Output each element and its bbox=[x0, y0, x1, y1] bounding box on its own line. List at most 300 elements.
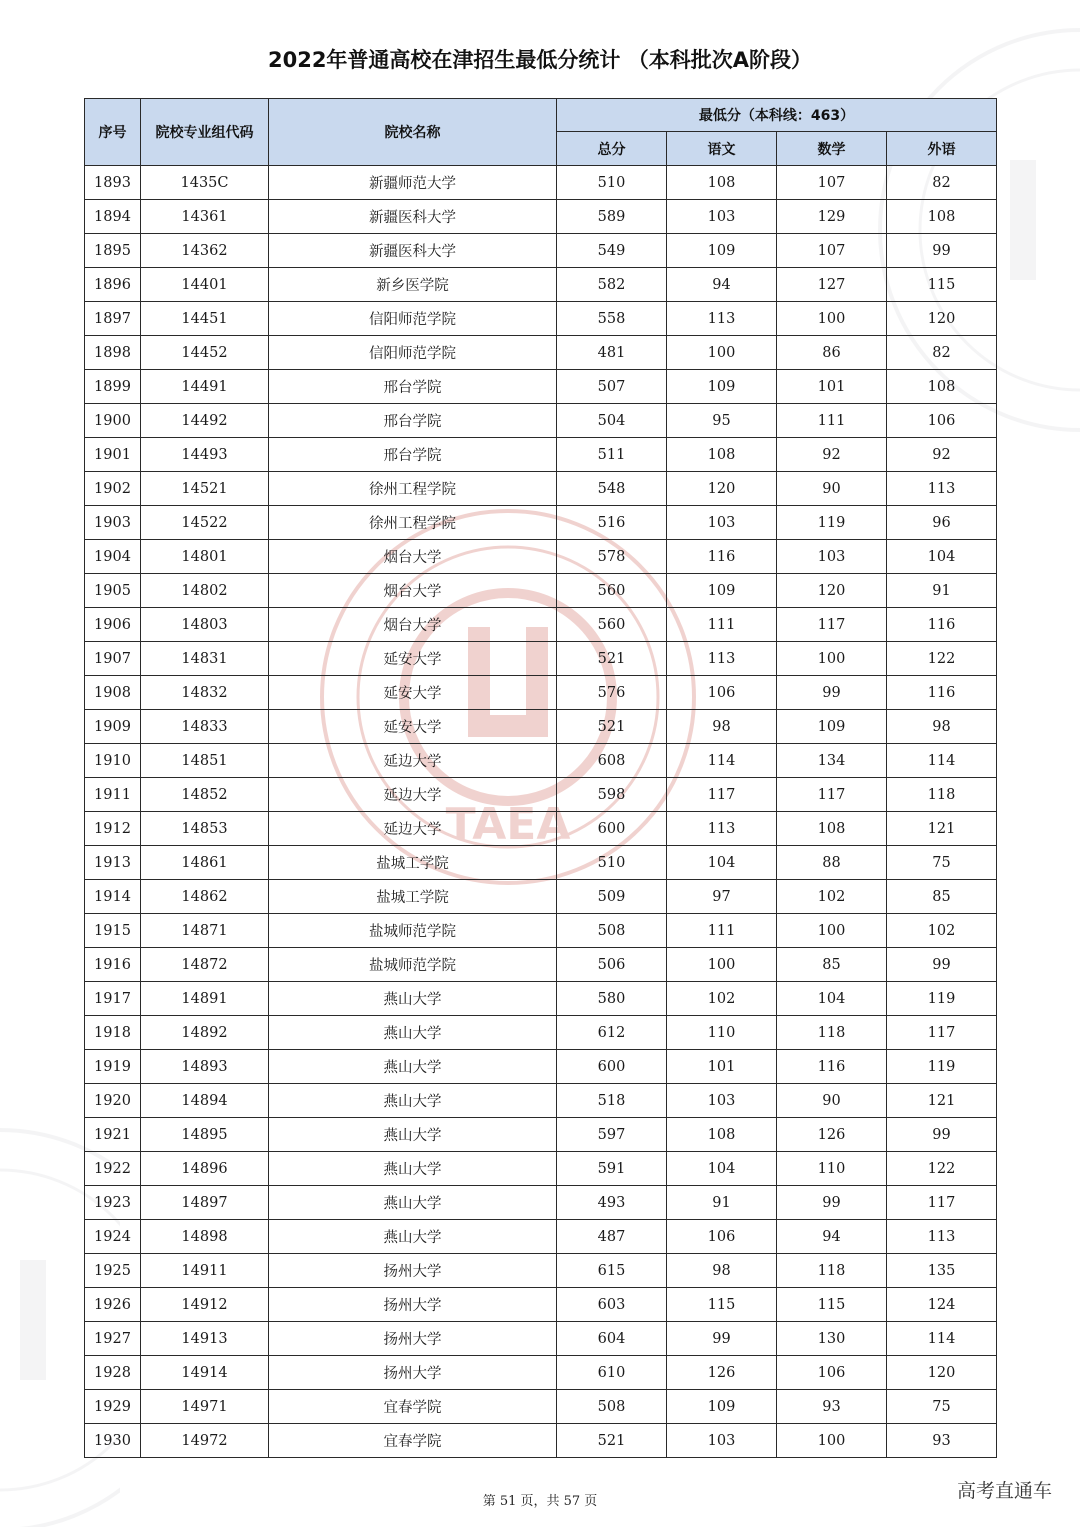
cell-code: 14971 bbox=[141, 1390, 269, 1424]
cell-chinese: 104 bbox=[667, 1152, 777, 1186]
cell-chinese: 110 bbox=[667, 1016, 777, 1050]
cell-seq: 1900 bbox=[85, 404, 141, 438]
table-row bbox=[85, 506, 997, 540]
cell-seq: 1895 bbox=[85, 234, 141, 268]
cell-name: 宜春学院 bbox=[269, 1390, 557, 1424]
cell-code: 14452 bbox=[141, 336, 269, 370]
cell-name: 燕山大学 bbox=[269, 982, 557, 1016]
cell-seq: 1908 bbox=[85, 676, 141, 710]
cell-code: 14911 bbox=[141, 1254, 269, 1288]
cell-math: 100 bbox=[777, 642, 887, 676]
cell-total: 615 bbox=[557, 1254, 667, 1288]
cell-total: 597 bbox=[557, 1118, 667, 1152]
cell-total: 600 bbox=[557, 1050, 667, 1084]
cell-code: 14891 bbox=[141, 982, 269, 1016]
cell-seq: 1911 bbox=[85, 778, 141, 812]
table-row bbox=[85, 880, 997, 914]
cell-name: 邢台学院 bbox=[269, 438, 557, 472]
cell-chinese: 111 bbox=[667, 914, 777, 948]
cell-seq: 1914 bbox=[85, 880, 141, 914]
table-row bbox=[85, 1356, 997, 1390]
cell-foreign: 92 bbox=[887, 438, 997, 472]
cell-chinese: 116 bbox=[667, 540, 777, 574]
cell-seq: 1907 bbox=[85, 642, 141, 676]
cell-total: 521 bbox=[557, 642, 667, 676]
cell-chinese: 113 bbox=[667, 642, 777, 676]
cell-total: 509 bbox=[557, 880, 667, 914]
cell-foreign: 124 bbox=[887, 1288, 997, 1322]
cell-chinese: 106 bbox=[667, 676, 777, 710]
cell-foreign: 120 bbox=[887, 302, 997, 336]
cell-chinese: 94 bbox=[667, 268, 777, 302]
cell-name: 扬州大学 bbox=[269, 1322, 557, 1356]
cell-math: 129 bbox=[777, 200, 887, 234]
cell-name: 新疆医科大学 bbox=[269, 200, 557, 234]
cell-total: 578 bbox=[557, 540, 667, 574]
cell-total: 576 bbox=[557, 676, 667, 710]
cell-math: 110 bbox=[777, 1152, 887, 1186]
cell-math: 107 bbox=[777, 234, 887, 268]
table-row bbox=[85, 676, 997, 710]
cell-foreign: 113 bbox=[887, 472, 997, 506]
table-row bbox=[85, 1016, 997, 1050]
cell-code: 14492 bbox=[141, 404, 269, 438]
cell-total: 608 bbox=[557, 744, 667, 778]
cell-math: 93 bbox=[777, 1390, 887, 1424]
cell-name: 烟台大学 bbox=[269, 574, 557, 608]
cell-chinese: 103 bbox=[667, 506, 777, 540]
table-row bbox=[85, 200, 997, 234]
cell-math: 111 bbox=[777, 404, 887, 438]
cell-foreign: 108 bbox=[887, 200, 997, 234]
cell-math: 100 bbox=[777, 1424, 887, 1458]
cell-foreign: 135 bbox=[887, 1254, 997, 1288]
cell-code: 14853 bbox=[141, 812, 269, 846]
cell-seq: 1894 bbox=[85, 200, 141, 234]
cell-total: 510 bbox=[557, 166, 667, 200]
cell-name: 烟台大学 bbox=[269, 608, 557, 642]
table-row bbox=[85, 574, 997, 608]
cell-chinese: 100 bbox=[667, 336, 777, 370]
cell-chinese: 113 bbox=[667, 812, 777, 846]
cell-foreign: 121 bbox=[887, 812, 997, 846]
cell-foreign: 98 bbox=[887, 710, 997, 744]
cell-math: 106 bbox=[777, 1356, 887, 1390]
score-table bbox=[84, 98, 997, 1458]
cell-foreign: 75 bbox=[887, 846, 997, 880]
table-row bbox=[85, 472, 997, 506]
cell-foreign: 96 bbox=[887, 506, 997, 540]
cell-math: 120 bbox=[777, 574, 887, 608]
cell-total: 506 bbox=[557, 948, 667, 982]
page-footer: 第 51 页，共 57 页 bbox=[482, 1494, 598, 1509]
cell-name: 延边大学 bbox=[269, 778, 557, 812]
cell-name: 盐城师范学院 bbox=[269, 914, 557, 948]
cell-total: 521 bbox=[557, 710, 667, 744]
cell-name: 盐城工学院 bbox=[269, 846, 557, 880]
cell-math: 134 bbox=[777, 744, 887, 778]
cell-seq: 1922 bbox=[85, 1152, 141, 1186]
cell-code: 14972 bbox=[141, 1424, 269, 1458]
cell-foreign: 99 bbox=[887, 234, 997, 268]
cell-code: 14852 bbox=[141, 778, 269, 812]
cell-name: 新乡医学院 bbox=[269, 268, 557, 302]
cell-name: 烟台大学 bbox=[269, 540, 557, 574]
table-row bbox=[85, 438, 997, 472]
cell-seq: 1910 bbox=[85, 744, 141, 778]
cell-foreign: 75 bbox=[887, 1390, 997, 1424]
cell-code: 14851 bbox=[141, 744, 269, 778]
cell-seq: 1930 bbox=[85, 1424, 141, 1458]
cell-chinese: 113 bbox=[667, 302, 777, 336]
cell-name: 邢台学院 bbox=[269, 370, 557, 404]
cell-chinese: 102 bbox=[667, 982, 777, 1016]
table-row bbox=[85, 812, 997, 846]
cell-seq: 1897 bbox=[85, 302, 141, 336]
cell-math: 99 bbox=[777, 676, 887, 710]
brand-label: 高考直通车 bbox=[956, 1480, 1052, 1502]
cell-seq: 1920 bbox=[85, 1084, 141, 1118]
cell-chinese: 111 bbox=[667, 608, 777, 642]
cell-code: 14803 bbox=[141, 608, 269, 642]
cell-total: 580 bbox=[557, 982, 667, 1016]
cell-seq: 1926 bbox=[85, 1288, 141, 1322]
cell-seq: 1904 bbox=[85, 540, 141, 574]
cell-math: 116 bbox=[777, 1050, 887, 1084]
cell-code: 14521 bbox=[141, 472, 269, 506]
cell-code: 14872 bbox=[141, 948, 269, 982]
cell-total: 518 bbox=[557, 1084, 667, 1118]
cell-code: 14832 bbox=[141, 676, 269, 710]
cell-math: 126 bbox=[777, 1118, 887, 1152]
cell-code: 14361 bbox=[141, 200, 269, 234]
cell-math: 115 bbox=[777, 1288, 887, 1322]
cell-foreign: 116 bbox=[887, 608, 997, 642]
cell-foreign: 115 bbox=[887, 268, 997, 302]
cell-chinese: 108 bbox=[667, 438, 777, 472]
cell-name: 延安大学 bbox=[269, 710, 557, 744]
cell-foreign: 102 bbox=[887, 914, 997, 948]
table-row bbox=[85, 642, 997, 676]
cell-total: 548 bbox=[557, 472, 667, 506]
cell-total: 598 bbox=[557, 778, 667, 812]
cell-chinese: 103 bbox=[667, 1424, 777, 1458]
cell-code: 14451 bbox=[141, 302, 269, 336]
cell-chinese: 104 bbox=[667, 846, 777, 880]
cell-seq: 1898 bbox=[85, 336, 141, 370]
cell-seq: 1902 bbox=[85, 472, 141, 506]
cell-code: 14894 bbox=[141, 1084, 269, 1118]
cell-foreign: 114 bbox=[887, 744, 997, 778]
table-row bbox=[85, 336, 997, 370]
cell-seq: 1916 bbox=[85, 948, 141, 982]
cell-name: 燕山大学 bbox=[269, 1016, 557, 1050]
cell-total: 516 bbox=[557, 506, 667, 540]
cell-foreign: 122 bbox=[887, 1152, 997, 1186]
cell-math: 130 bbox=[777, 1322, 887, 1356]
cell-name: 扬州大学 bbox=[269, 1356, 557, 1390]
cell-code: 14401 bbox=[141, 268, 269, 302]
seal-text: TAEA bbox=[445, 799, 571, 850]
table-row bbox=[85, 778, 997, 812]
table-row bbox=[85, 370, 997, 404]
cell-total: 612 bbox=[557, 1016, 667, 1050]
cell-foreign: 82 bbox=[887, 336, 997, 370]
table-row bbox=[85, 1254, 997, 1288]
cell-name: 燕山大学 bbox=[269, 1118, 557, 1152]
cell-foreign: 119 bbox=[887, 982, 997, 1016]
cell-math: 104 bbox=[777, 982, 887, 1016]
cell-seq: 1928 bbox=[85, 1356, 141, 1390]
cell-math: 100 bbox=[777, 302, 887, 336]
table-row bbox=[85, 948, 997, 982]
cell-math: 118 bbox=[777, 1254, 887, 1288]
cell-total: 487 bbox=[557, 1220, 667, 1254]
cell-code: 14491 bbox=[141, 370, 269, 404]
cell-foreign: 91 bbox=[887, 574, 997, 608]
cell-code: 14914 bbox=[141, 1356, 269, 1390]
cell-total: 600 bbox=[557, 812, 667, 846]
cell-name: 新疆医科大学 bbox=[269, 234, 557, 268]
cell-chinese: 120 bbox=[667, 472, 777, 506]
cell-math: 127 bbox=[777, 268, 887, 302]
cell-total: 521 bbox=[557, 1424, 667, 1458]
cell-seq: 1925 bbox=[85, 1254, 141, 1288]
cell-name: 盐城师范学院 bbox=[269, 948, 557, 982]
table-row bbox=[85, 1186, 997, 1220]
cell-math: 119 bbox=[777, 506, 887, 540]
table-row bbox=[85, 404, 997, 438]
cell-foreign: 121 bbox=[887, 1084, 997, 1118]
cell-total: 507 bbox=[557, 370, 667, 404]
cell-seq: 1919 bbox=[85, 1050, 141, 1084]
cell-name: 延边大学 bbox=[269, 812, 557, 846]
cell-foreign: 99 bbox=[887, 1118, 997, 1152]
table-row bbox=[85, 982, 997, 1016]
cell-math: 107 bbox=[777, 166, 887, 200]
cell-math: 90 bbox=[777, 472, 887, 506]
header-code: 院校专业组代码 bbox=[141, 99, 269, 166]
cell-code: 14871 bbox=[141, 914, 269, 948]
cell-code: 14897 bbox=[141, 1186, 269, 1220]
cell-name: 延边大学 bbox=[269, 744, 557, 778]
cell-seq: 1915 bbox=[85, 914, 141, 948]
cell-name: 宜春学院 bbox=[269, 1424, 557, 1458]
cell-total: 560 bbox=[557, 608, 667, 642]
cell-foreign: 116 bbox=[887, 676, 997, 710]
cell-math: 90 bbox=[777, 1084, 887, 1118]
cell-foreign: 108 bbox=[887, 370, 997, 404]
table-row bbox=[85, 302, 997, 336]
table-row bbox=[85, 166, 997, 200]
table-row bbox=[85, 846, 997, 880]
cell-name: 徐州工程学院 bbox=[269, 472, 557, 506]
cell-seq: 1924 bbox=[85, 1220, 141, 1254]
cell-code: 14833 bbox=[141, 710, 269, 744]
cell-name: 信阳师范学院 bbox=[269, 336, 557, 370]
cell-foreign: 118 bbox=[887, 778, 997, 812]
cell-total: 604 bbox=[557, 1322, 667, 1356]
table-row bbox=[85, 914, 997, 948]
cell-code: 14913 bbox=[141, 1322, 269, 1356]
cell-chinese: 117 bbox=[667, 778, 777, 812]
cell-chinese: 109 bbox=[667, 574, 777, 608]
cell-foreign: 120 bbox=[887, 1356, 997, 1390]
cell-math: 103 bbox=[777, 540, 887, 574]
table-row bbox=[85, 710, 997, 744]
cell-total: 589 bbox=[557, 200, 667, 234]
cell-code: 14862 bbox=[141, 880, 269, 914]
cell-math: 118 bbox=[777, 1016, 887, 1050]
cell-foreign: 114 bbox=[887, 1322, 997, 1356]
cell-foreign: 122 bbox=[887, 642, 997, 676]
cell-seq: 1899 bbox=[85, 370, 141, 404]
cell-code: 1435C bbox=[141, 166, 269, 200]
cell-total: 603 bbox=[557, 1288, 667, 1322]
cell-math: 99 bbox=[777, 1186, 887, 1220]
cell-name: 燕山大学 bbox=[269, 1084, 557, 1118]
cell-foreign: 113 bbox=[887, 1220, 997, 1254]
cell-math: 100 bbox=[777, 914, 887, 948]
cell-code: 14892 bbox=[141, 1016, 269, 1050]
cell-total: 591 bbox=[557, 1152, 667, 1186]
header-foreign: 外语 bbox=[887, 132, 997, 166]
cell-chinese: 109 bbox=[667, 1390, 777, 1424]
cell-chinese: 108 bbox=[667, 166, 777, 200]
table-row bbox=[85, 540, 997, 574]
cell-chinese: 91 bbox=[667, 1186, 777, 1220]
cell-name: 延安大学 bbox=[269, 676, 557, 710]
cell-code: 14895 bbox=[141, 1118, 269, 1152]
cell-math: 85 bbox=[777, 948, 887, 982]
table-row bbox=[85, 1424, 997, 1458]
cell-name: 燕山大学 bbox=[269, 1152, 557, 1186]
page-title: 2022年普通高校在津招生最低分统计 （本科批次A阶段） bbox=[267, 48, 812, 72]
cell-foreign: 85 bbox=[887, 880, 997, 914]
cell-name: 徐州工程学院 bbox=[269, 506, 557, 540]
table-body bbox=[85, 166, 997, 1458]
cell-total: 558 bbox=[557, 302, 667, 336]
cell-total: 549 bbox=[557, 234, 667, 268]
cell-code: 14801 bbox=[141, 540, 269, 574]
header-min-score-group: 最低分（本科线：463） bbox=[557, 99, 997, 132]
cell-name: 信阳师范学院 bbox=[269, 302, 557, 336]
table-row bbox=[85, 1220, 997, 1254]
header-chinese: 语文 bbox=[667, 132, 777, 166]
cell-foreign: 82 bbox=[887, 166, 997, 200]
table-row bbox=[85, 744, 997, 778]
cell-seq: 1896 bbox=[85, 268, 141, 302]
cell-code: 14362 bbox=[141, 234, 269, 268]
table-row bbox=[85, 1390, 997, 1424]
cell-foreign: 117 bbox=[887, 1186, 997, 1220]
cell-seq: 1921 bbox=[85, 1118, 141, 1152]
cell-chinese: 109 bbox=[667, 370, 777, 404]
table-row bbox=[85, 234, 997, 268]
cell-chinese: 100 bbox=[667, 948, 777, 982]
cell-total: 493 bbox=[557, 1186, 667, 1220]
table-row bbox=[85, 1288, 997, 1322]
cell-name: 延安大学 bbox=[269, 642, 557, 676]
cell-name: 燕山大学 bbox=[269, 1220, 557, 1254]
cell-seq: 1927 bbox=[85, 1322, 141, 1356]
cell-seq: 1906 bbox=[85, 608, 141, 642]
table-row bbox=[85, 1050, 997, 1084]
header-math: 数学 bbox=[777, 132, 887, 166]
cell-foreign: 119 bbox=[887, 1050, 997, 1084]
cell-seq: 1929 bbox=[85, 1390, 141, 1424]
cell-seq: 1893 bbox=[85, 166, 141, 200]
cell-seq: 1909 bbox=[85, 710, 141, 744]
cell-seq: 1917 bbox=[85, 982, 141, 1016]
cell-foreign: 99 bbox=[887, 948, 997, 982]
cell-total: 560 bbox=[557, 574, 667, 608]
cell-chinese: 99 bbox=[667, 1322, 777, 1356]
cell-math: 117 bbox=[777, 608, 887, 642]
header-name: 院校名称 bbox=[269, 99, 557, 166]
cell-seq: 1913 bbox=[85, 846, 141, 880]
cell-chinese: 109 bbox=[667, 234, 777, 268]
cell-foreign: 104 bbox=[887, 540, 997, 574]
cell-total: 510 bbox=[557, 846, 667, 880]
cell-code: 14896 bbox=[141, 1152, 269, 1186]
cell-total: 508 bbox=[557, 914, 667, 948]
cell-math: 108 bbox=[777, 812, 887, 846]
header-total: 总分 bbox=[557, 132, 667, 166]
cell-code: 14802 bbox=[141, 574, 269, 608]
table-row bbox=[85, 1152, 997, 1186]
cell-chinese: 103 bbox=[667, 200, 777, 234]
cell-foreign: 93 bbox=[887, 1424, 997, 1458]
cell-seq: 1905 bbox=[85, 574, 141, 608]
cell-code: 14893 bbox=[141, 1050, 269, 1084]
header-seq: 序号 bbox=[85, 99, 141, 166]
cell-math: 94 bbox=[777, 1220, 887, 1254]
cell-total: 504 bbox=[557, 404, 667, 438]
cell-math: 92 bbox=[777, 438, 887, 472]
cell-math: 109 bbox=[777, 710, 887, 744]
cell-math: 86 bbox=[777, 336, 887, 370]
cell-total: 481 bbox=[557, 336, 667, 370]
cell-code: 14861 bbox=[141, 846, 269, 880]
cell-name: 新疆师范大学 bbox=[269, 166, 557, 200]
cell-code: 14912 bbox=[141, 1288, 269, 1322]
cell-code: 14831 bbox=[141, 642, 269, 676]
cell-code: 14493 bbox=[141, 438, 269, 472]
cell-seq: 1903 bbox=[85, 506, 141, 540]
cell-code: 14522 bbox=[141, 506, 269, 540]
cell-chinese: 98 bbox=[667, 1254, 777, 1288]
cell-chinese: 95 bbox=[667, 404, 777, 438]
cell-seq: 1918 bbox=[85, 1016, 141, 1050]
cell-name: 燕山大学 bbox=[269, 1186, 557, 1220]
table-row bbox=[85, 1084, 997, 1118]
cell-foreign: 106 bbox=[887, 404, 997, 438]
cell-seq: 1912 bbox=[85, 812, 141, 846]
cell-name: 扬州大学 bbox=[269, 1254, 557, 1288]
cell-name: 盐城工学院 bbox=[269, 880, 557, 914]
cell-math: 117 bbox=[777, 778, 887, 812]
cell-code: 14898 bbox=[141, 1220, 269, 1254]
cell-chinese: 114 bbox=[667, 744, 777, 778]
cell-total: 508 bbox=[557, 1390, 667, 1424]
cell-seq: 1923 bbox=[85, 1186, 141, 1220]
cell-chinese: 97 bbox=[667, 880, 777, 914]
cell-name: 邢台学院 bbox=[269, 404, 557, 438]
table-row bbox=[85, 1118, 997, 1152]
cell-math: 102 bbox=[777, 880, 887, 914]
cell-name: 燕山大学 bbox=[269, 1050, 557, 1084]
